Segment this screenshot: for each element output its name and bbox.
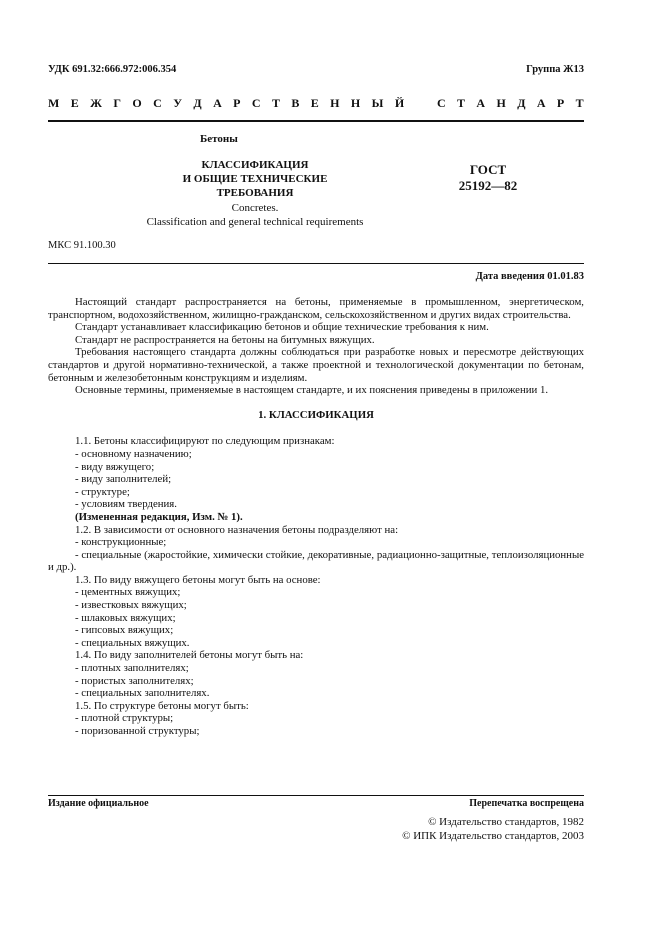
gost-number xyxy=(448,162,528,194)
official-edition-label: Издание официальное xyxy=(48,798,149,809)
banner-letter: Р xyxy=(233,96,241,110)
footer-rule xyxy=(48,795,584,796)
body-paragraph: 1.4. По виду заполнителей бетоны могут быть на: xyxy=(75,649,304,662)
gost-code: 25192—82 xyxy=(458,178,518,193)
english-title xyxy=(100,201,410,229)
banner-letter: М xyxy=(48,96,60,110)
body-paragraph: 1.2. В зависимости от основного назначения бетоны подразделяют на: xyxy=(75,523,399,536)
banner-letter: Ы xyxy=(371,96,384,110)
list-item: - поризованной структуры; xyxy=(75,725,200,737)
banner-letter: А xyxy=(213,96,222,110)
body-paragraph: 1.1. Бетоны классифицируют по следующим признакам: xyxy=(75,435,335,448)
body-paragraph: Стандарт не распространяется на бетоны на битумных вяжущих. xyxy=(75,333,375,346)
amendment-note: (Измененная редакция, Изм. № 1). xyxy=(75,510,243,523)
banner-letter: О xyxy=(132,96,142,110)
list-item: - основному назначению; xyxy=(75,447,192,460)
document-body xyxy=(48,296,584,738)
banner-letter: Й xyxy=(394,96,405,110)
body-paragraph: 1.3. По виду вяжущего бетоны могут быть на основе: xyxy=(75,573,321,586)
group-code: Группа Ж13 xyxy=(526,64,584,75)
banner-letter: Д xyxy=(517,96,526,110)
effective-date: Дата введения 01.01.83 xyxy=(475,271,584,282)
list-item: - цементных вяжущих; xyxy=(75,586,181,599)
body-paragraph: Основные термины, применяемые в настоящем стандарте, и их пояснения приведены в приложении 1. xyxy=(75,384,549,397)
banner-letter: А xyxy=(536,96,546,110)
banner-letter: Т xyxy=(575,96,584,110)
reprint-notice: Перепечатка воспрещена xyxy=(469,798,584,809)
banner-letter: Г xyxy=(113,96,122,110)
title-line-2: И ОБЩИЕ ТЕХНИЧЕСКИЕ ТРЕБОВАНИЯ xyxy=(182,173,328,199)
banner-letter: В xyxy=(291,96,300,110)
gost-label: ГОСТ xyxy=(469,162,507,177)
list-item: - пористых заполнителях; xyxy=(75,674,194,687)
body-paragraph: 1.5. По структуре бетоны могут быть: xyxy=(75,699,249,712)
banner-letter: У xyxy=(173,96,183,110)
body-paragraph: Стандарт устанавливает классификацию бетонов и общие технические требования к ним. xyxy=(75,321,489,334)
banner-letter: Н xyxy=(496,96,506,110)
banner-letter: Н xyxy=(350,96,361,110)
english-title-line-2: Classification and general technical requirements xyxy=(146,216,364,228)
banner-letter: Е xyxy=(70,96,79,110)
title-line-1: КЛАССИФИКАЦИЯ xyxy=(201,159,309,171)
list-item: - плотных заполнителях; xyxy=(75,662,189,675)
copyright-2003: © ИПК Издательство стандартов, 2003 xyxy=(402,830,584,842)
list-item: - виду вяжущего; xyxy=(75,460,155,473)
list-item: - условиям твердения. xyxy=(75,498,177,511)
section-heading: 1. КЛАССИФИКАЦИЯ xyxy=(258,408,374,421)
document-title xyxy=(150,158,360,200)
list-item: - конструкционные; xyxy=(75,536,167,549)
body-paragraph: Требования настоящего стандарта должны соблюдаться при разработке новых и пересмотре действующих стандартов и другой нормативно-технической, а также проектной и технологической документации по бетонам, бетонным и железобетонным конструкциям и изделиям. xyxy=(48,346,584,384)
banner-letter: Т xyxy=(271,96,280,110)
banner-letter: А xyxy=(476,96,486,110)
banner-letter: Т xyxy=(457,96,466,110)
copyright-1982: © Издательство стандартов, 1982 xyxy=(428,816,584,828)
body-paragraph: - специальные (жаростойкие, химически стойкие, декоративные, радиационно-защитные, теплоизоляционные и др.). xyxy=(48,548,584,574)
body-paragraph: Настоящий стандарт распространяется на бетоны, применяемые в промышленном, энергетическом, транспортном, водохозяйственном, жилищно-гражданском, сельскохозяйственном и других видах строительства. xyxy=(48,296,584,321)
list-item: - виду заполнителей; xyxy=(75,473,172,486)
banner-gap xyxy=(416,96,426,111)
list-item: - шлаковых вяжущих; xyxy=(75,611,176,624)
banner-letter: С xyxy=(251,96,261,110)
udk-code: УДК 691.32:666.972:006.354 xyxy=(48,64,177,75)
banner-letter: Р xyxy=(556,96,565,110)
list-item: - специальных заполнителях. xyxy=(75,687,210,700)
banner-letter: Н xyxy=(330,96,340,110)
standard-banner xyxy=(48,96,584,111)
mks-code: МКС 91.100.30 xyxy=(48,240,116,251)
header-rule xyxy=(48,120,584,122)
title-rule xyxy=(48,263,584,264)
english-title-line-1: Concretes. xyxy=(231,202,279,214)
banner-letter: Е xyxy=(310,96,319,110)
banner-letter: С xyxy=(153,96,162,110)
list-item: - плотной структуры; xyxy=(75,712,174,725)
list-item: - специальных вяжущих. xyxy=(75,636,190,649)
subject-title: Бетоны xyxy=(200,133,238,145)
banner-letter: Д xyxy=(193,96,202,110)
list-item: - известковых вяжущих; xyxy=(75,599,187,612)
banner-letter: С xyxy=(436,96,446,110)
banner-letter: Ж xyxy=(90,96,102,110)
list-item: - структуре; xyxy=(75,485,130,498)
list-item: - гипсовых вяжущих; xyxy=(75,624,174,637)
